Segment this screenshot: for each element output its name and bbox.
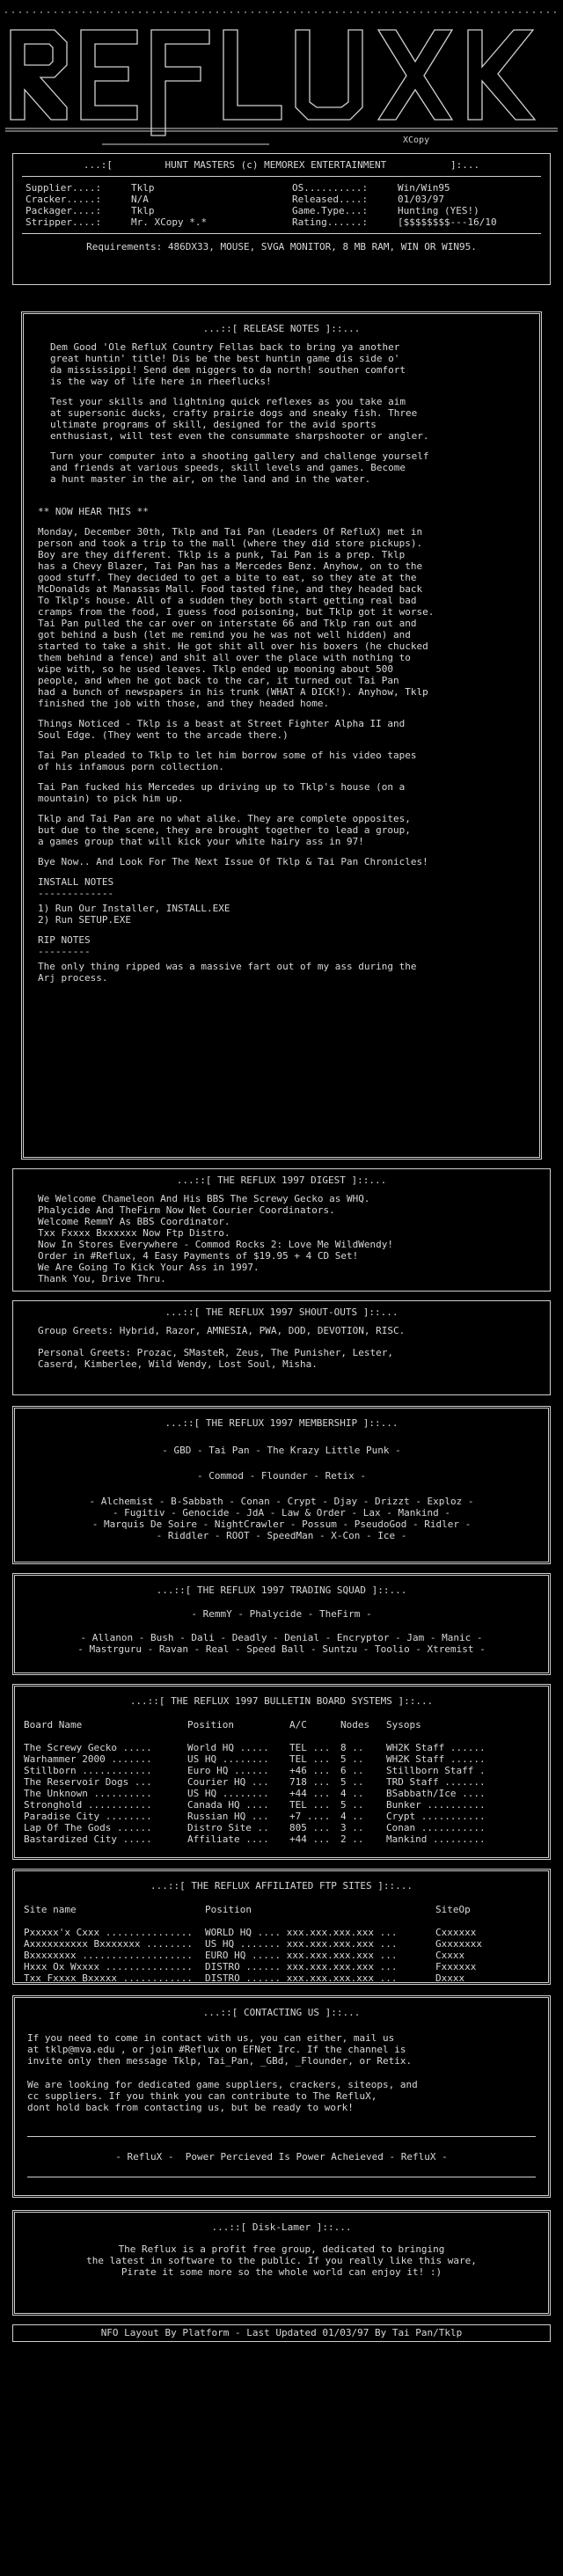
intro-paragraph: Test your skills and lightning quick reflexes as you take aim at supersonic ducks, crafty prairie dogs and sneaky fish. Three ultimate programs of skill, designed for the avid sports enthusiast, will test even the consummate sharpshooter or angler. xyxy=(50,396,429,442)
col-header: Board Name xyxy=(24,1719,83,1731)
cracker-value: N/A xyxy=(131,194,149,205)
table-row: The Screwy Gecko ..... World HQ ..... TEL ... 8 .. WH2K Staff ...... xyxy=(24,1742,486,1753)
contact-section xyxy=(12,1995,551,2198)
table-row: Pxxxxx'x Cxxx ............... WORLD HQ .... xxx.xxx.xxx.xxx ... Cxxxxxx xyxy=(24,1927,477,1938)
digest-section xyxy=(12,1168,551,1292)
reflux-ascii-logo xyxy=(5,4,558,151)
released-key: Released....: xyxy=(292,194,369,205)
gametype-key: Game.Type...: xyxy=(292,205,369,216)
table-header-row xyxy=(24,1904,539,1915)
story-paragraph: Things Noticed - Tklp is a beast at Street Fighter Alpha II and Soul Edge. (They went to the arcade there.) xyxy=(38,718,406,741)
col-header: Position xyxy=(205,1904,252,1915)
table-row: Stronghold ........... Canada HQ .... TEL ... 5 .. Bunker .......... xyxy=(24,1799,486,1811)
story-paragraph: Tai Pan fucked his Mercedes up driving up to Tklp's house (on a mountain) to pick him up. xyxy=(38,781,406,804)
shoutouts-title: ...::[ THE REFLUX 1997 SHOUT-OUTS ]::... xyxy=(165,1306,398,1318)
header-left-col xyxy=(26,182,274,228)
story-paragraph: Tai Pan pleaded to Tklp to let him borrow some of his video tapes of his infamous porn collection. xyxy=(38,750,417,772)
col-header: Position xyxy=(187,1719,234,1731)
release-notes-box xyxy=(21,311,542,1160)
os-value: Win/Win95 xyxy=(398,182,450,194)
group-greets: Group Greets: Hybrid, Razor, AMNESIA, PWA, DOD, DEVOTION, RISC. xyxy=(38,1325,406,1336)
digest-box xyxy=(12,1168,551,1292)
col-header: Nodes xyxy=(340,1719,370,1731)
col-header: Sysops xyxy=(386,1719,421,1731)
col-header: Site name xyxy=(24,1904,77,1915)
table-header-row xyxy=(24,1719,539,1731)
intro-paragraph: Turn your computer into a shooting gallery and challenge yourself and friends at various speeds, skill levels and games. Become a hunt master in the air, on the land and in the water. xyxy=(50,450,429,485)
table-row: Paradise City ........ Russian HQ ... +7 .... 4 .. Crypt ........... xyxy=(24,1811,486,1822)
story-paragraph: Bye Now.. And Look For The Next Issue Of Tklp & Tai Pan Chronicles! xyxy=(38,856,428,867)
table-row: Axxxxxxxxxx Bxxxxxxx ........ US HQ ....... xxx.xxx.xxx.xxx ... Gxxxxxxx xyxy=(24,1938,482,1950)
ftp-section xyxy=(12,1869,551,1985)
table-row: Hxxx Ox Wxxxx ............... DISTRO ...... xxx.xxx.xxx.xxx ... Fxxxxxx xyxy=(24,1961,477,1972)
table-row: Bxxxxxxxx ................... EURO HQ ..... xxx.xxx.xxx.xxx ... Cxxxx xyxy=(24,1950,465,1961)
rip-notes-title: RIP NOTES --------- xyxy=(38,934,91,957)
now-hear-this: ** NOW HEAR THIS ** xyxy=(38,506,149,517)
table-row: Txx Fxxxx Bxxxxx ............ DISTRO ...... xxx.xxx.xxx.xxx ... Dxxxx xyxy=(24,1972,465,1984)
requirements: Requirements: 486DX33, MOUSE, SVGA MONITOR, 8 MB RAM, WIN OR WIN95. xyxy=(86,241,477,252)
release-notes-section xyxy=(21,311,542,1160)
contact-paragraph: We are looking for dedicated game suppliers, crackers, siteops, and cc suppliers. If you think you can contribute to The RefluX, dont hold back from contacting us, but be ready to work! xyxy=(27,2079,418,2113)
contact-paragraph: If you need to come in contact with us, you can either, mail us at tklp@mva.edu , or join #Reflux on EFNet Irc. If the channel is invite only then message Tklp, Tai_Pan, _GBd, _Flounder, or Retix. xyxy=(27,2032,413,2067)
cracker-key: Cracker.....: xyxy=(26,194,102,205)
trading-box xyxy=(12,1573,551,1675)
stripper-key: Stripper....: xyxy=(26,216,102,228)
membership-seniors: - Commod - Flounder - Retix - xyxy=(196,1470,367,1482)
packager-key: Packager....: xyxy=(26,205,102,216)
membership-leaders: - GBD - Tai Pan - The Krazy Little Punk - xyxy=(162,1445,401,1456)
stripper-value: Mr. XCopy *.* xyxy=(131,216,208,228)
membership-title: ...::[ THE REFLUX 1997 MEMBERSHIP ]::... xyxy=(165,1417,398,1429)
shoutouts-box xyxy=(12,1300,551,1395)
os-key: OS..........: xyxy=(292,182,369,194)
header-section xyxy=(12,153,551,285)
group-motto: - RefluX - Power Percieved Is Power Acheieved - RefluX - xyxy=(115,2151,448,2163)
contact-title: ...::[ CONTACTING US ]::... xyxy=(202,2007,361,2018)
trading-members: - Allanon - Bush - Dali - Deadly - Denial - Encryptor - Jam - Manic - - Mastrguru - Ravan - Real - Speed Ball - Suntzu - Toolio - Xtremist - xyxy=(77,1632,486,1655)
install-notes-title: INSTALL NOTES ------------- xyxy=(38,876,114,899)
disclaimer-text: The Reflux is a profit free group, dedicated to bringing the latest in software to the public. If you really like this ware, Pirate it some more so the whole world can enjoy it! :) xyxy=(86,2243,477,2278)
table-row: Lap Of The Gods ...... Distro Site .. 805 ... 3 .. Conan ........... xyxy=(24,1822,486,1833)
logo-signature: XCopy xyxy=(403,135,430,145)
bbs-table xyxy=(24,1719,539,1845)
supplier-value: Tklp xyxy=(131,182,155,194)
membership-box xyxy=(12,1406,551,1564)
personal-greets: Personal Greets: Prozac, SMasteR, Zeus, The Punisher, Lester, Caserd, Kimberlee, Wild Wendy, Lost Soul, Misha. xyxy=(38,1347,393,1370)
gametype-value: Hunting (YES!) xyxy=(398,205,479,216)
table-row: Stillborn ............ Euro HQ ...... +46 ... 6 .. Stillborn Staff . xyxy=(24,1765,486,1776)
released-value: 01/03/97 xyxy=(398,194,444,205)
bbs-box xyxy=(12,1684,551,1860)
membership-section xyxy=(12,1406,551,1564)
divider xyxy=(22,233,541,234)
footer-section xyxy=(12,2324,551,2342)
shoutouts-section xyxy=(12,1300,551,1395)
ftp-table xyxy=(24,1904,539,1984)
membership-members: - Alchemist - B-Sabbath - Conan - Crypt - Djay - Drizzt - Exploz - - Fugitiv - Genocide - JdA - Law & Order - Lax - Mankind - - Marquis De Soire - NightCrawler - Possum - PseudoGod - Ridler - - Riddler - ROOT - SpeedMan - X-Con - Ice - xyxy=(89,1496,474,1541)
trading-section xyxy=(12,1573,551,1675)
packager-value: Tklp xyxy=(131,205,155,216)
table-row: The Reservoir Dogs ... Courier HQ ... 718 ... 5 .. TRD Staff ....... xyxy=(24,1776,486,1788)
divider xyxy=(22,176,541,177)
bbs-section xyxy=(12,1684,551,1860)
table-row: Warhammer 2000 ....... US HQ ........ TEL ... 5 .. WH2K Staff ...... xyxy=(24,1753,486,1765)
install-notes: 1) Run Our Installer, INSTALL.EXE 2) Run SETUP.EXE xyxy=(38,903,230,926)
ftp-title: ...::[ THE REFLUX AFFILIATED FTP SITES ]::... xyxy=(150,1880,413,1892)
footer-text: NFO Layout By Platform - Last Updated 01/03/97 By Tai Pan/Tklp xyxy=(100,2327,463,2338)
disclaimer-title: ...::[ Disk-Lamer ]::... xyxy=(211,2221,352,2233)
digest-title: ...::[ THE REFLUX 1997 DIGEST ]::... xyxy=(176,1175,387,1186)
header-box xyxy=(12,153,551,285)
col-header: SiteOp xyxy=(435,1904,471,1915)
release-notes-title: ...::[ RELEASE NOTES ]::... xyxy=(202,323,361,334)
ftp-box xyxy=(12,1869,551,1985)
supplier-key: Supplier....: xyxy=(26,182,102,194)
disclaimer-box xyxy=(12,2210,551,2316)
table-row: The Unknown .......... US HQ ........ +44 ... 4 .. BSabbath/Ice .... xyxy=(24,1788,486,1799)
bbs-title: ...::[ THE REFLUX 1997 BULLETIN BOARD SYSTEMS ]::... xyxy=(129,1695,434,1707)
trading-leaders: - RemmY - Phalycide - TheFirm - xyxy=(191,1608,372,1620)
trading-title: ...::[ THE REFLUX 1997 TRADING SQUAD ]::... xyxy=(156,1584,407,1596)
header-right-col xyxy=(292,182,541,228)
rating-key: Rating......: xyxy=(292,216,369,228)
table-row: Bastardized City ..... Affiliate .... +44 ... 2 .. Mankind ......... xyxy=(24,1833,486,1845)
story-paragraph: Tklp and Tai Pan are no what alike. They are complete opposites, but due to the scene, they are brought together to lead a group, a games group that will kick your white hairy ass in 97! xyxy=(38,813,411,847)
disclaimer-section xyxy=(12,2210,551,2316)
col-header: A/C xyxy=(289,1719,307,1731)
footer-box xyxy=(12,2324,551,2342)
header-title: ...:[ HUNT MASTERS (c) MEMOREX ENTERTAINMENT ]:... xyxy=(83,159,480,171)
intro-paragraph: Dem Good 'Ole RefluX Country Fellas back to bring ya another great huntin' title! Dis be the best huntin game dis side o' da mississippi! Send dem niggers to da north! southen comfort is the way of life here in rheeflucks! xyxy=(50,341,406,387)
rip-notes: The only thing ripped was a massive fart out of my ass during the Arj process. xyxy=(38,961,417,984)
divider xyxy=(27,2136,536,2137)
contact-box xyxy=(12,1995,551,2198)
rating-value: [$$$$$$$$---16/10 xyxy=(398,216,497,228)
digest-lines: We Welcome Chameleon And His BBS The Screwy Gecko as WHQ. Phalycide And TheFirm Now Net Courier Coordinators. Welcome RemmY As BBS Coordinator. Txx Fxxxx Bxxxxxx Now Ftp Distro. Now In Stores Everywhere - Commod Rocks 2: Love Me WildWendy! Order in #Reflux, 4 Easy Payments of $19.95 + 4 CD Set! We Are Going To Kick Your Ass in 1997. Thank You, Drive Thru. xyxy=(38,1193,393,1284)
story-paragraph: Monday, December 30th, Tklp and Tai Pan (Leaders Of RefluX) met in person and took a trip to the mall (where they did store pickups). Boy are they different. Tklp is a punk, Tai Pan is a prep. Tklp has a Chevy Blazer, Tai Pan has a Mercedes Benz. Anyhow, on to the good stuff. They decided to get a bite to eat, so they ate at the McDonalds at Manassas Mall. Food tasted fine, and they headed back To Tklp's house. All of a sudden they both start getting real bad cramps from the food, I guess food poisoning, but Tklp got it worse. Tai Pan pulled the car over on interstate 66 and Tklp ran out and got behind a bush (let me remind you he was not well hidden) and started to take a shit. He got shit all over his boxers (he chucked them behind a fence) and shit all over the place with nothing to wipe with, so he used leaves. Tklp ended up mooning about 500 people, and when he got back to the car, it turned out Tai Pan had a bunch of newspapers in his trunk (WHAT A DICK!). Anyhow, Tklp finished the job with those, and they headed home. xyxy=(38,526,435,709)
